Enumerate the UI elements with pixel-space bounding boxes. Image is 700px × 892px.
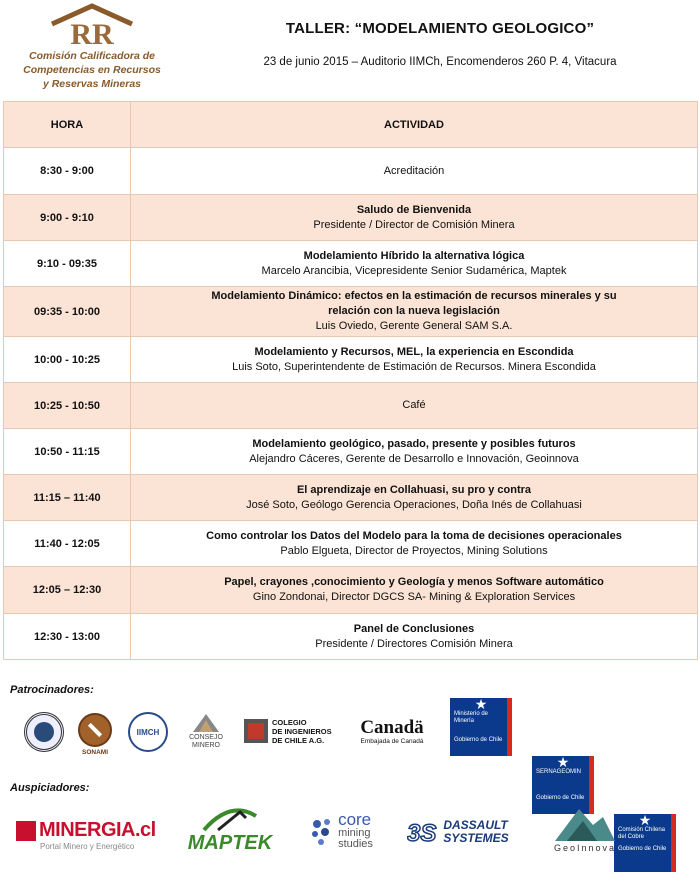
activity-title: Panel de Conclusiones [353,622,475,635]
row-activity [131,195,698,241]
sponsors-label: Patrocinadores: [10,684,94,696]
row-time: 11:40 - 12:05 [4,521,131,567]
org-name-line3: y Reservas Mineras [42,78,142,90]
canada-wordmark: Canadä [360,716,424,738]
activity-title: Modelamiento geológico, pasado, presente y posibles futuros [252,437,576,450]
maptek-icon [200,806,260,832]
supporter-logo-dassault [396,812,520,852]
gov1-name: Ministerio de Minería [454,711,489,724]
sponsor-logo-colegio-ingenieros [244,714,340,748]
maptek-wordmark: MAPTEK [187,831,273,854]
sonami-icon [78,713,112,747]
activity-desc: Alejandro Cáceres, Gerente de Desarrollo e Innovación, Geoinnova [249,452,579,465]
supporter-logo-minergia [16,814,166,856]
org-logo [22,2,162,94]
dassault-line2: SYSTEMES [443,831,509,845]
row-time: 9:10 - 09:35 [4,241,131,287]
row-activity [131,475,698,521]
activity-desc: Marcelo Arancibia, Vicepresidente Senior Sudamérica, Maptek [261,264,567,277]
table-row [4,383,698,429]
supporter-logo-core-mining [296,806,386,856]
activity-desc: Gino Zondonai, Director DGCS SA- Mining & Exploration Services [252,591,576,603]
page-title: TALLER: “MODELAMIENTO GEOLOGICO” [285,20,595,37]
mountain-icon [553,805,617,843]
colegio-line2: DE INGENIEROS [272,726,332,736]
column-header-activity: ACTIVIDAD [131,102,698,148]
sonami-label: SONAMI [82,748,108,756]
table-row [4,241,698,287]
page-header [0,0,700,100]
row-time: 10:25 - 10:50 [4,383,131,429]
row-activity [131,614,698,660]
row-time: 12:05 – 12:30 [4,567,131,614]
colegio-icon [244,719,268,743]
row-activity [131,337,698,383]
chile-star-icon: ★ [638,812,652,828]
svg-text:3S: 3S [407,820,437,847]
chile-star-icon: ★ [474,696,488,712]
row-time: 10:00 - 10:25 [4,337,131,383]
schedule-table [3,101,698,660]
row-time: 11:15 – 11:40 [4,475,131,521]
svg-text:RR: RR [70,18,114,48]
activity-title: El aprendizaje en Collahuasi, su pro y contra [296,483,532,496]
row-time: 12:30 - 13:00 [4,614,131,660]
seal-icon [24,712,64,752]
colegio-line1: COLEGIO [272,717,307,727]
table-row [4,521,698,567]
consejo-line1: CONSEJO [189,734,223,741]
gov3-footer: Gobierno de Chile [618,846,667,852]
activity-desc: Presidente / Directores Comisión Minera [315,637,513,650]
org-name-line1: Comisión Calificadora de [28,50,156,62]
sponsor-logo-iimch [126,710,170,754]
rr-monogram-icon [42,2,142,48]
event-details: 23 de junio 2015 – Auditorio IIMCh, Encomenderos 260 P. 4, Vitacura [263,56,617,68]
row-activity [131,287,698,337]
activity-title: Modelamiento Dinámico: efectos en la estimación de recursos minerales y su relación con la nueva legislación [211,290,617,317]
row-activity [131,567,698,614]
chile-star-icon: ★ [556,754,570,770]
supporter-logo-geoinnova [540,800,630,858]
activity-desc: Pablo Elgueta, Director de Proyectos, Mining Solutions [280,544,548,557]
table-row [4,337,698,383]
consejo-minero-icon [191,712,221,734]
table-row [4,475,698,521]
activity-desc: Café [402,399,426,411]
core-line3: studies [338,838,373,850]
row-activity [131,429,698,475]
supporter-logo-maptek [180,800,280,860]
activity-desc: Acreditación [383,164,445,177]
dassault-line1: DASSAULT [443,818,508,832]
gov1-footer: Gobierno de Chile [454,737,503,743]
colegio-line3: DE CHILE A.G. [272,735,325,745]
gov2-name: SERNAGEOMIN [536,769,582,775]
column-header-time: HORA [4,102,131,148]
supporters-label: Auspiciadores: [10,782,90,794]
activity-title: Modelamiento Híbrido la alternativa lógica [303,249,525,262]
row-time: 9:00 - 9:10 [4,195,131,241]
iimch-icon: IIMCH [128,712,168,752]
table-row [4,148,698,195]
row-time: 8:30 - 9:00 [4,148,131,195]
minergia-wordmark: MINERGIA.cl [39,819,156,841]
activity-desc: Luis Oviedo, Gerente General SAM S.A. [315,320,513,332]
row-activity [131,521,698,567]
activity-title: Papel, crayones ,conocimiento y Geología y menos Software automático [224,576,604,588]
minergia-tagline: Portal Minero y Energético [40,842,135,851]
activity-desc: José Soto, Geólogo Gerencia Operaciones, Doña Inés de Collahuasi [246,498,582,511]
row-time: 09:35 - 10:00 [4,287,131,337]
sponsor-logo-1 [22,710,66,754]
activity-title: Como controlar los Datos del Modelo para la toma de decisiones operacionales [206,529,622,542]
table-row [4,429,698,475]
core-dots-icon [309,816,335,846]
dassault-3ds-icon [407,817,441,847]
table-row [4,614,698,660]
table-row [4,195,698,241]
row-activity [131,241,698,287]
core-line2: mining [338,827,371,839]
table-row [4,287,698,337]
org-name-line2: Competencias en Recursos [23,64,161,76]
sponsor-logo-sonami [74,708,116,760]
table-row [4,567,698,614]
row-activity [131,148,698,195]
table-header-row [4,102,698,148]
gov3-name: Comisión Chilena del Cobre [618,827,666,840]
activity-title: Saludo de Bienvenida [356,203,472,216]
row-time: 10:50 - 11:15 [4,429,131,475]
activity-title: Modelamiento y Recursos, MEL, la experiencia en Escondida [254,345,574,358]
sponsor-logo-consejo-minero [182,708,230,754]
activity-desc: Luis Soto, Superintendente de Estimación de Recursos. Minera Escondida [232,360,596,373]
consejo-line2: MINERO [192,742,220,749]
minergia-icon [16,821,36,841]
sponsor-logo-gov-1 [450,698,512,756]
canada-embassy: Embajada de Canadá [360,737,424,745]
sponsor-logo-canada [352,714,432,748]
core-line1: core [338,810,372,829]
geoinnova-wordmark: GeoInnova [553,843,617,853]
activity-desc: Presidente / Director de Comisión Minera [313,218,515,231]
row-activity [131,383,698,429]
gov2-footer: Gobierno de Chile [536,795,585,801]
